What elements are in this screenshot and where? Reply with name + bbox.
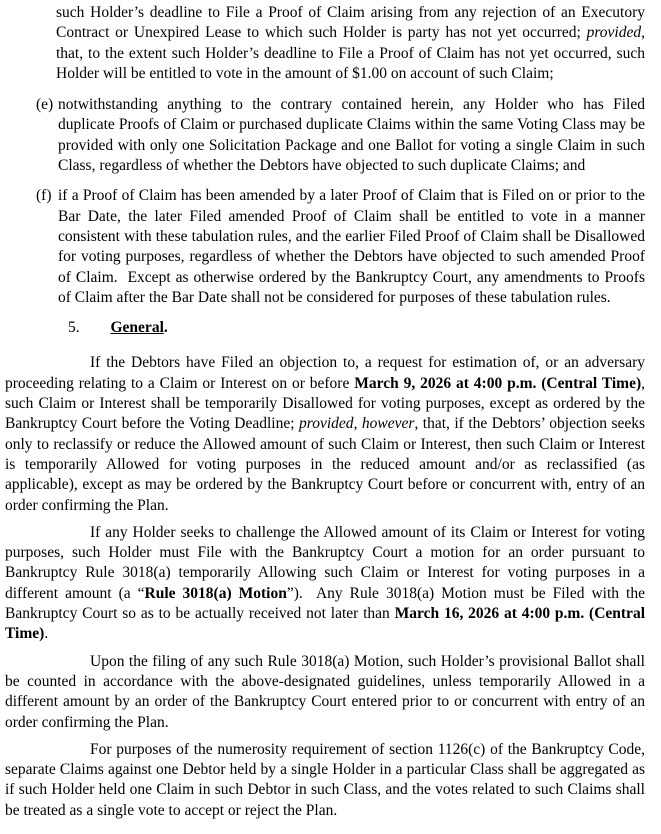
body-paragraph-numerosity: For purposes of the numerosity requirement of section 1126(c) of the Bankruptcy Code, separate Claims against one Debtor held by a single Holder in a particular Class shall be aggregated as if such Holder held one Claim in such Debtor in such Class, and the votes related to such Claims shall be treated as a single vote to accept or reject the Plan.	[5, 740, 649, 819]
body-paragraph-general-objection: If the Debtors have Filed an objection to, a request for estimation of, or an adversary proceeding relating to a Claim or Interest on or before March 9, 2026 at 4:00 p.m. (Central Time), such Claim or Interest shall be temporarily Disallowed for voting purposes, except as ordered by the Bankruptcy Court before the Voting Deadline; provided, however, that, if the Debtors’ objection seeks only to reclassify or reduce the Allowed amount of such Claim or Interest, then such Claim or Interest is temporarily Allowed for voting purposes in the reduced amount and/or as reclassified (as applicable), except as may be ordered by the Bankruptcy Court before or concurrent with, entry of an order confirming the Plan.	[5, 354, 649, 514]
list-item-e	[5, 95, 649, 176]
section-title: General.	[110, 319, 168, 337]
body-paragraph-provisional-ballot: Upon the filing of any such Rule 3018(a) Motion, such Holder’s provisional Ballot shall be counted in accordance with the above-designated guidelines, unless temporarily Allowed in a different amount by an order of the Bankruptcy Court entered prior to or concurrent with entry of an order confirming the Plan.	[5, 652, 649, 731]
list-item-e-marker: (e)	[36, 96, 54, 114]
list-item-f-marker: (f)	[36, 187, 52, 205]
list-item-e-text: notwithstanding anything to the contrary contained herein, any Holder who has Filed duplicate Proofs of Claim or purchased duplicate Claims within the same Voting Class may be provided with only one Solicitation Package and one Ballot for voting a single Claim in such Class, regardless of whether the Debtors have objected to such duplicate Claims; and	[58, 96, 649, 175]
section-heading	[5, 318, 645, 338]
list-item-f-text: if a Proof of Claim has been amended by a later Proof of Claim that is Filed on or prior to the Bar Date, the later Filed amended Proof of Claim shall be entitled to vote in a manner consistent with these tabulation rules, and the earlier Filed Proof of Claim shall be Disallowed for voting purposes, regardless of whether the Debtors have objected to such amended Proof of Claim. Except as otherwise ordered by the Bankruptcy Court, any amendments to Proofs of Claim after the Bar Date shall not be considered for purposes of these tabulation rules.	[58, 187, 649, 306]
continuation-paragraph: such Holder’s deadline to File a Proof of Claim arising from any rejection of an Executory Contract or Unexpired Lease to which such Holder is party has not yet occurred; provided, that, to the extent such Holder’s deadline to File a Proof of Claim has not yet occurred, such Holder will be entitled to vote in the amount of $1.00 on account of such Claim;	[56, 4, 649, 82]
body-paragraph-rule-3018a-motion: If any Holder seeks to challenge the Allowed amount of its Claim or Interest for voting purposes, such Holder must File with the Bankruptcy Court a motion for an order pursuant to Bankruptcy Rule 3018(a) temporarily Allowing such Claim or Interest for voting purposes in a different amount (a “Rule 3018(a) Motion”). Any Rule 3018(a) Motion must be Filed with the Bankruptcy Court so as to be actually received not later than March 16, 2026 at 4:00 p.m. (Central Time).	[5, 523, 649, 643]
section-number: 5.	[68, 319, 80, 337]
list-item-f	[5, 186, 649, 308]
